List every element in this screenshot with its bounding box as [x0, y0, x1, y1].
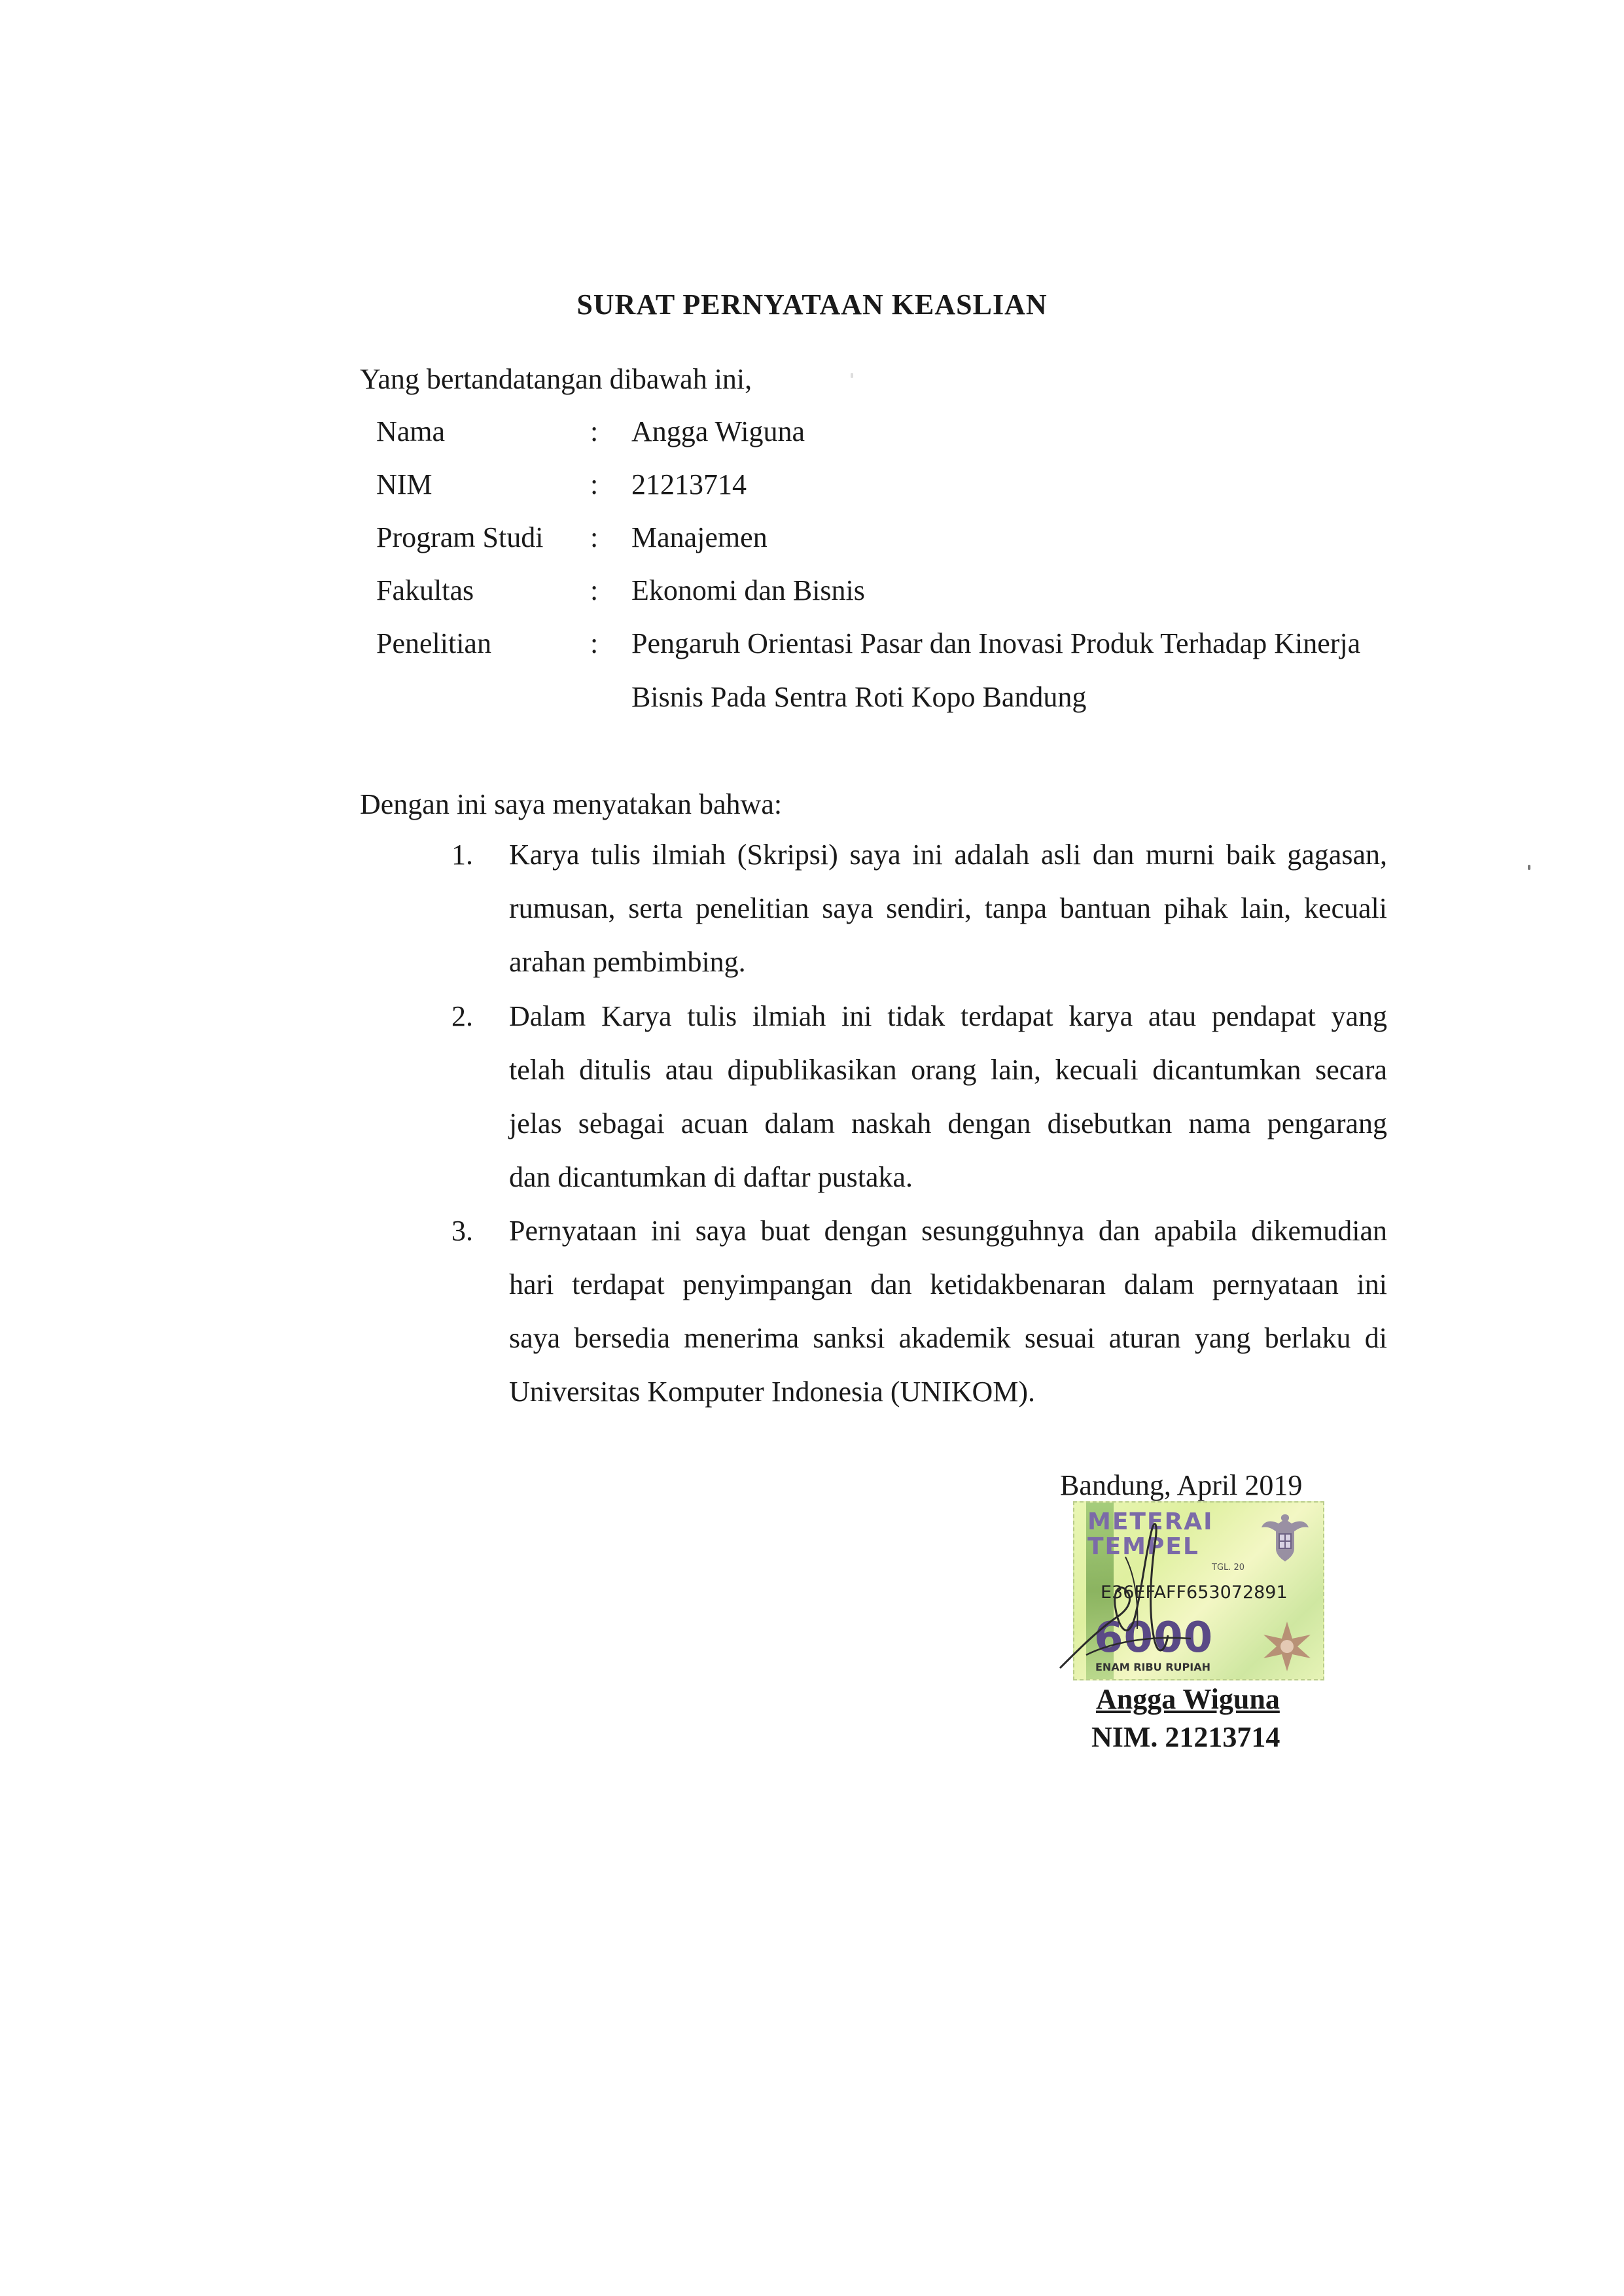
item-line: hari terdapat penyimpangan dan ketidakbenaran dalam pernyataan ini	[509, 1268, 1387, 1300]
item-line: Universitas Komputer Indonesia (UNIKOM).	[509, 1376, 1036, 1408]
field-value: 21213714	[631, 468, 747, 500]
field-label: NIM	[376, 468, 432, 500]
field-label: Nama	[376, 415, 446, 447]
field-value: Ekonomi dan Bisnis	[631, 574, 865, 606]
item-number: 1.	[451, 839, 473, 871]
handwritten-signature	[1021, 1518, 1282, 1688]
statement-item-3	[509, 1204, 1387, 1419]
stamp-title: METERAI	[1087, 1508, 1214, 1535]
field-label: Program Studi	[376, 521, 544, 553]
stamp-denomination: 6000	[1094, 1614, 1214, 1662]
field-colon: :	[590, 627, 599, 659]
field-label: Penelitian	[376, 627, 491, 659]
stamp-date-field: TGL. 20	[1212, 1563, 1245, 1573]
stamp-subtitle: TEMPEL	[1087, 1533, 1199, 1560]
field-value: Pengaruh Orientasi Pasar dan Inovasi Produk Terhadap Kinerja	[631, 627, 1361, 659]
item-line: dan dicantumkan di daftar pustaka.	[509, 1161, 913, 1193]
stamp-serial: E36EFAFF653072891	[1101, 1582, 1288, 1603]
field-colon: :	[590, 468, 599, 500]
item-line: Dalam Karya tulis ilmiah ini tidak terdapat karya atau pendapat yang	[509, 1000, 1387, 1032]
item-line: rumusan, serta penelitian saya sendiri, tanpa bantuan pihak lain, kecuali	[509, 892, 1387, 924]
item-line: jelas sebagai acuan dalam naskah dengan disebutkan nama pengarang	[509, 1107, 1387, 1139]
scan-speck	[851, 373, 853, 378]
item-number: 3.	[451, 1215, 473, 1247]
item-line: saya bersedia menerima sanksi akademik sesuai aturan yang berlaku di	[509, 1322, 1387, 1354]
item-number: 2.	[451, 1000, 473, 1032]
item-line: Pernyataan ini saya buat dengan sesungguhnya dan apabila dikemudian	[509, 1215, 1387, 1247]
item-line: arahan pembimbing.	[509, 946, 746, 978]
field-value: Manajemen	[631, 521, 768, 553]
statement-item-2	[509, 990, 1387, 1204]
place-date: Bandung, April 2019	[1060, 1469, 1303, 1501]
signer-nim: NIM. 21213714	[1091, 1721, 1280, 1753]
stamp-denomination-words: ENAM RIBU RUPIAH	[1095, 1661, 1210, 1673]
field-value-line2: Bisnis Pada Sentra Roti Kopo Bandung	[631, 681, 1087, 713]
item-line: Karya tulis ilmiah (Skripsi) saya ini adalah asli dan murni baik gagasan,	[509, 839, 1387, 871]
field-colon: :	[590, 415, 599, 447]
field-colon: :	[590, 574, 599, 606]
scan-speck	[1528, 865, 1530, 870]
item-line: telah ditulis atau dipublikasikan orang lain, kecuali dicantumkan secara	[509, 1054, 1387, 1086]
signer-name: Angga Wiguna	[1096, 1683, 1280, 1715]
field-colon: :	[590, 521, 599, 553]
field-label: Fakultas	[376, 574, 474, 606]
document-title: SURAT PERNYATAAN KEASLIAN	[576, 288, 1048, 321]
statement-intro: Dengan ini saya menyatakan bahwa:	[360, 788, 783, 820]
statement-item-1	[509, 828, 1387, 989]
intro-text: Yang bertandatangan dibawah ini,	[360, 363, 752, 395]
field-value: Angga Wiguna	[631, 415, 805, 447]
